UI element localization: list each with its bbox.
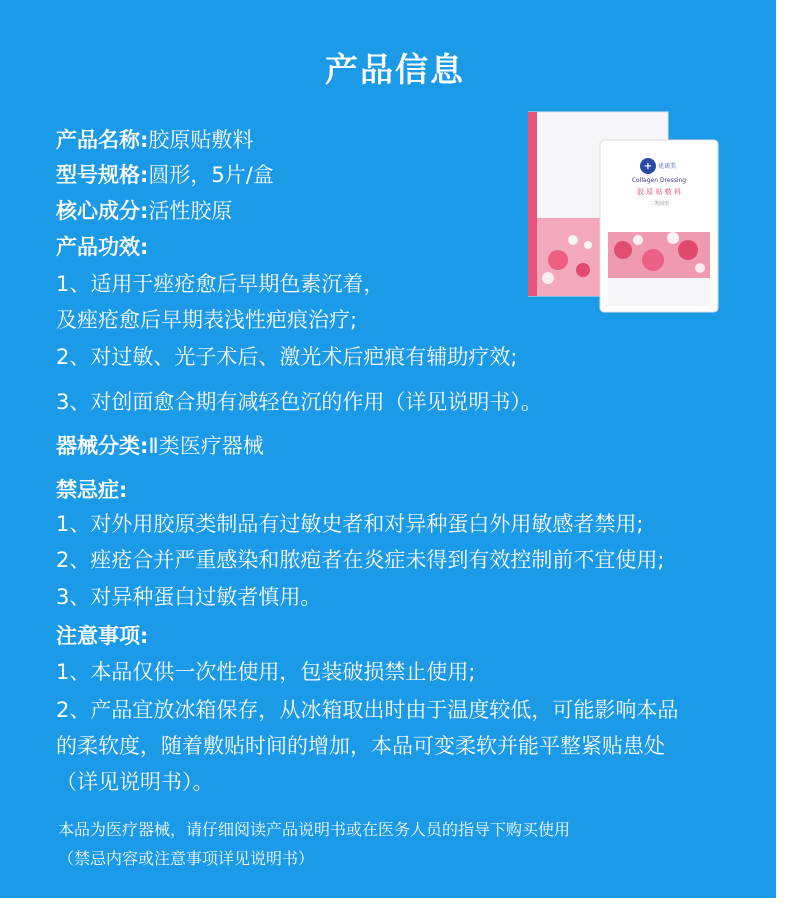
notice-item: 1、本品仅供一次性使用，包装破损禁止使用; xyxy=(56,660,476,684)
ingredient-label: 核心成分: xyxy=(56,199,149,223)
spec-label: 型号规格: xyxy=(56,163,149,187)
page-title: 产品信息 xyxy=(325,50,465,89)
spec-row xyxy=(56,161,274,189)
box-edge-stripe xyxy=(528,112,537,296)
efficacy-item: 2、对过敏、光子术后、激光术后疤痕有辅助疗效; xyxy=(56,345,518,369)
ingredient-value: 活性胶原 xyxy=(148,199,233,223)
efficacy-item: 3、对创面愈合期有减轻色沉的作用（详见说明书）。 xyxy=(56,390,542,414)
spec-value: 圆形，5片/盒 xyxy=(148,163,274,187)
pouch-subtitle: 二类圆形 xyxy=(648,201,670,207)
pouch-cn-name: 胶 原 贴 敷 料 xyxy=(637,188,681,196)
product-name-label: 产品名称: xyxy=(56,128,149,152)
class-row xyxy=(56,432,264,460)
class-value: Ⅱ类医疗器械 xyxy=(148,434,264,458)
product-name-value: 胶原贴敷料 xyxy=(148,128,254,152)
contra-heading: 禁忌症: xyxy=(56,478,128,502)
notice-item: 2、产品宜放冰箱保存，从冰箱取出时由于温度较低，可能影响本品 xyxy=(56,698,679,722)
footer-note: （禁忌内容或注意事项详见说明书） xyxy=(58,849,315,868)
product-image xyxy=(528,110,720,316)
product-name-row xyxy=(56,126,253,154)
class-label: 器械分类: xyxy=(56,434,149,458)
ingredient-row xyxy=(56,197,232,225)
contra-item: 2、痤疮合并严重感染和脓疱者在炎症未得到有效控制前不宜使用; xyxy=(56,548,665,572)
notice-item: 的柔软度，随着敷贴时间的增加，本品可变柔软并能平整紧贴患处 xyxy=(56,734,665,758)
notice-heading: 注意事项: xyxy=(56,624,149,648)
contra-item: 1、对外用胶原类制品有过敏史者和对异种蛋白外用敏感者禁用; xyxy=(56,512,644,536)
notice-item: （详见说明书）。 xyxy=(56,770,214,794)
brand-name: 优诺美 xyxy=(658,163,677,170)
efficacy-item: 及痤疮愈后早期表浅性疤痕治疗; xyxy=(56,308,358,332)
pouch-en-name: Collagen Dressing xyxy=(631,177,687,184)
efficacy-heading: 产品功效: xyxy=(56,235,149,259)
footer-note: 本品为医疗器械，请仔细阅读产品说明书或在医务人员的指导下购买使用 xyxy=(58,820,571,839)
contra-item: 3、对异种蛋白过敏者慎用。 xyxy=(56,585,322,609)
efficacy-item: 1、适用于痤疮愈后早期色素沉着， xyxy=(56,272,385,296)
svg-text:+: + xyxy=(643,161,653,172)
